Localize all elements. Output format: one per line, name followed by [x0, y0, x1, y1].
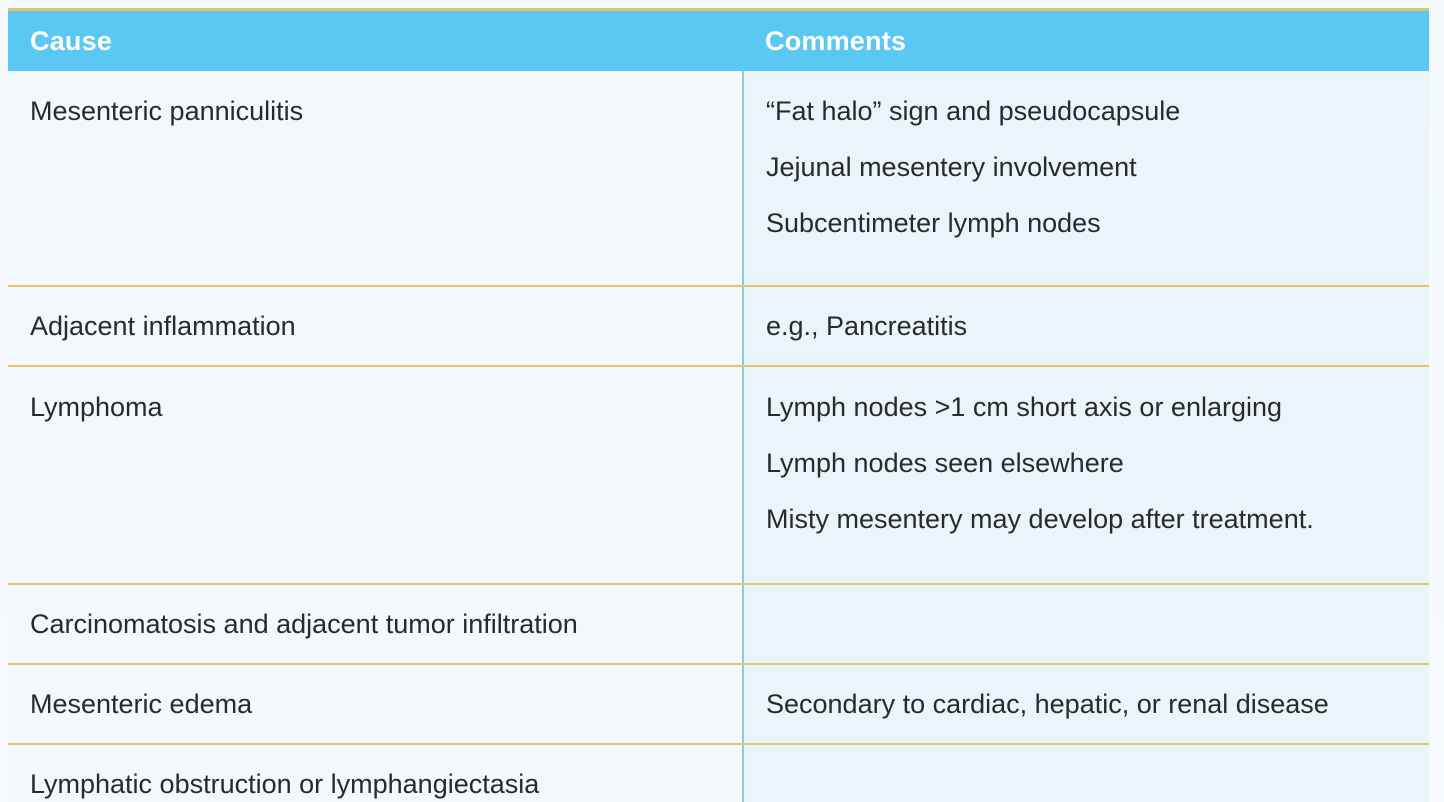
table-row: [8, 71, 1429, 286]
cause-text: Mesenteric edema: [30, 689, 253, 719]
cause-text: Mesenteric panniculitis: [30, 96, 304, 126]
comment-line: Subcentimeter lymph nodes: [766, 208, 1101, 238]
comment-line: e.g., Pancreatitis: [766, 311, 968, 341]
comment-line: Secondary to cardiac, hepatic, or renal disease: [766, 689, 1329, 719]
header-comments: Comments: [743, 11, 1429, 71]
comment-cell: [743, 744, 1429, 802]
cause-cell: [8, 71, 743, 286]
cause-cell: [8, 584, 743, 664]
comment-cell: [743, 71, 1429, 286]
comment-cell: [743, 366, 1429, 584]
comment-cell: [743, 664, 1429, 744]
comment-cell: [743, 584, 1429, 664]
header-cause: Cause: [8, 11, 743, 71]
comment-line: Jejunal mesentery involvement: [766, 152, 1137, 182]
table-row: [8, 664, 1429, 744]
comment-line: “Fat halo” sign and pseudocapsule: [766, 96, 1181, 126]
comment-cell: [743, 286, 1429, 366]
header-row: [8, 11, 1429, 71]
table-row: [8, 744, 1429, 802]
cause-cell: [8, 366, 743, 584]
table-row: [8, 366, 1429, 584]
cause-text: Carcinomatosis and adjacent tumor infiltration: [30, 609, 578, 639]
comment-line: Lymph nodes seen elsewhere: [766, 448, 1124, 478]
cause-text: Lymphatic obstruction or lymphangiectasia: [30, 769, 540, 799]
comment-line: Lymph nodes >1 cm short axis or enlarging: [766, 392, 1283, 422]
table-row: [8, 584, 1429, 664]
cause-cell: [8, 286, 743, 366]
cause-text: Adjacent inflammation: [30, 311, 296, 341]
causes-table: [8, 11, 1429, 802]
cause-cell: [8, 744, 743, 802]
table-row: [8, 286, 1429, 366]
cause-text: Lymphoma: [30, 392, 163, 422]
cause-cell: [8, 664, 743, 744]
comment-line: Misty mesentery may develop after treatment.: [766, 504, 1314, 534]
